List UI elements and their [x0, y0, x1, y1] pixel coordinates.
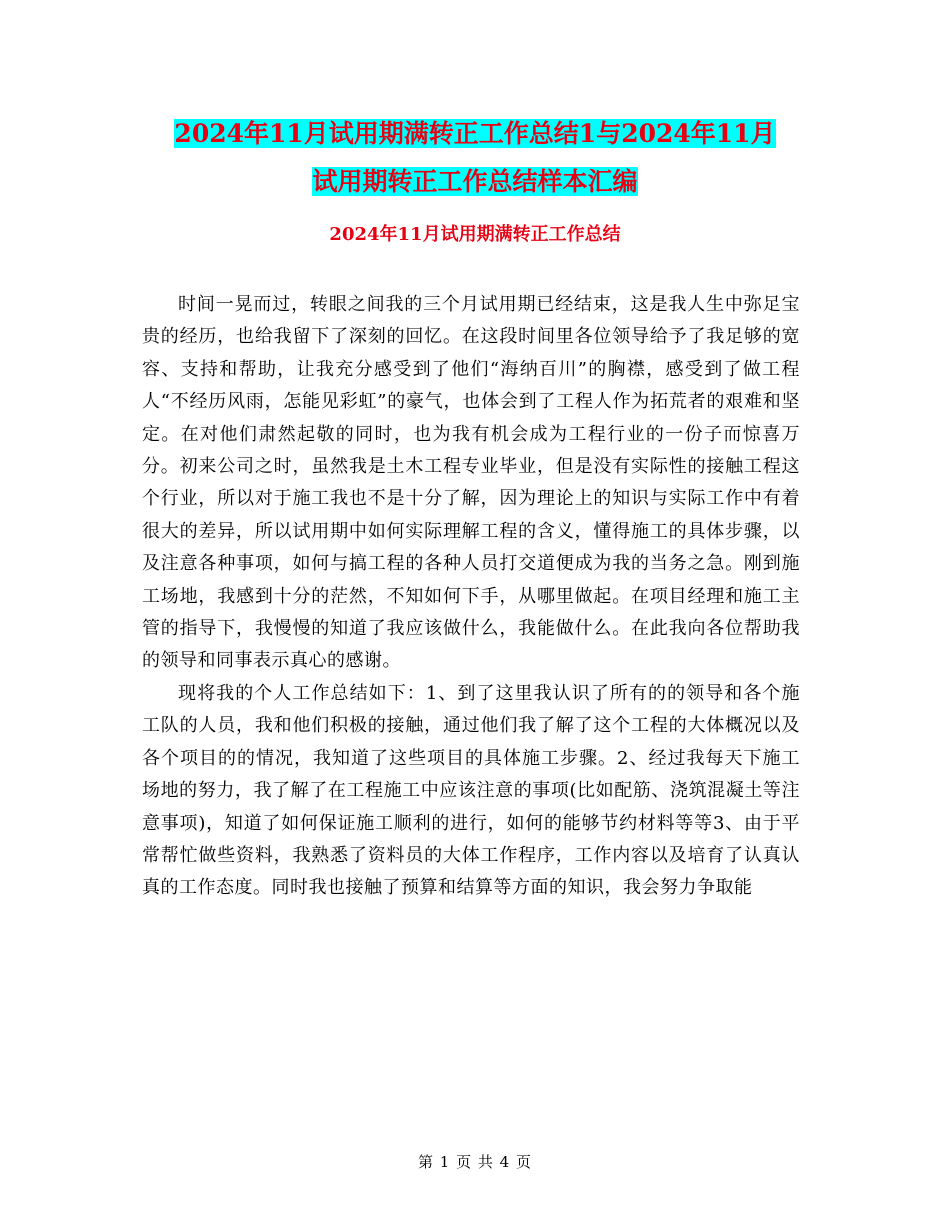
paragraph-1: 时间一晃而过，转眼之间我的三个月试用期已经结束，这是我人生中弥足宝贵的经历，也给我留下了深刻的回忆。在这段时间里各位领导给予了我足够的宽容、支持和帮助，让我充分感受到了他们“海纳百川”的胸襟，感受到了做工程人“不经历风雨，怎能见彩虹”的豪气，也体会到了工程人作为拓荒者的艰难和坚定。在对他们肃然起敬的同时，也为我有机会成为工程行业的一份子而惊喜万分。初来公司之时，虽然我是土木工程专业毕业，但是没有实际性的接触工程这个行业，所以对于施工我也不是十分了解，因为理论上的知识与实际工作中有着很大的差异，所以试用期中如何实际理解工程的含义，懂得施工的具体步骤，以及注意各种事项，如何与搞工程的各种人员打交道便成为我的当务之急。刚到施工场地，我感到十分的茫然，不知如何下手，从哪里做起。在项目经理和施工主管的指导下，我慢慢的知道了我应该做什么，我能做什么。在此我向各位帮助我的领导和同事表示真心的感谢。	[142, 294, 800, 672]
document-title	[140, 110, 810, 206]
section-title: 2024年11月试用期满转正工作总结	[329, 224, 621, 245]
paragraph-2: 现将我的个人工作总结如下：1、到了这里我认识了所有的的领导和各个施工队的人员，我和他们积极的接触，通过他们我了解了这个工程的大体概况以及各个项目的的情况，我知道了这些项目的具体施工步骤。2、经过我每天下施工场地的努力，我了解了在工程施工中应该注意的事项(比如配筋、浇筑混凝土等注意事项)，知道了如何保证施工顺利的进行，如何的能够节约材料等等3、由于平常帮忙做些资料，我熟悉了资料员的大体工作程序，工作内容以及培育了认真认真的工作态度。同时我也接触了预算和结算等方面的知识，我会努力争取能	[142, 682, 800, 899]
page-footer: 第 1 页 共 4 页	[418, 1153, 532, 1171]
body-text	[142, 289, 800, 905]
document-title-line-2: 试用期转正工作总结样本汇编	[312, 167, 638, 196]
document-title-line-1: 2024年11月试用期满转正工作总结1与2024年11月	[174, 119, 776, 148]
